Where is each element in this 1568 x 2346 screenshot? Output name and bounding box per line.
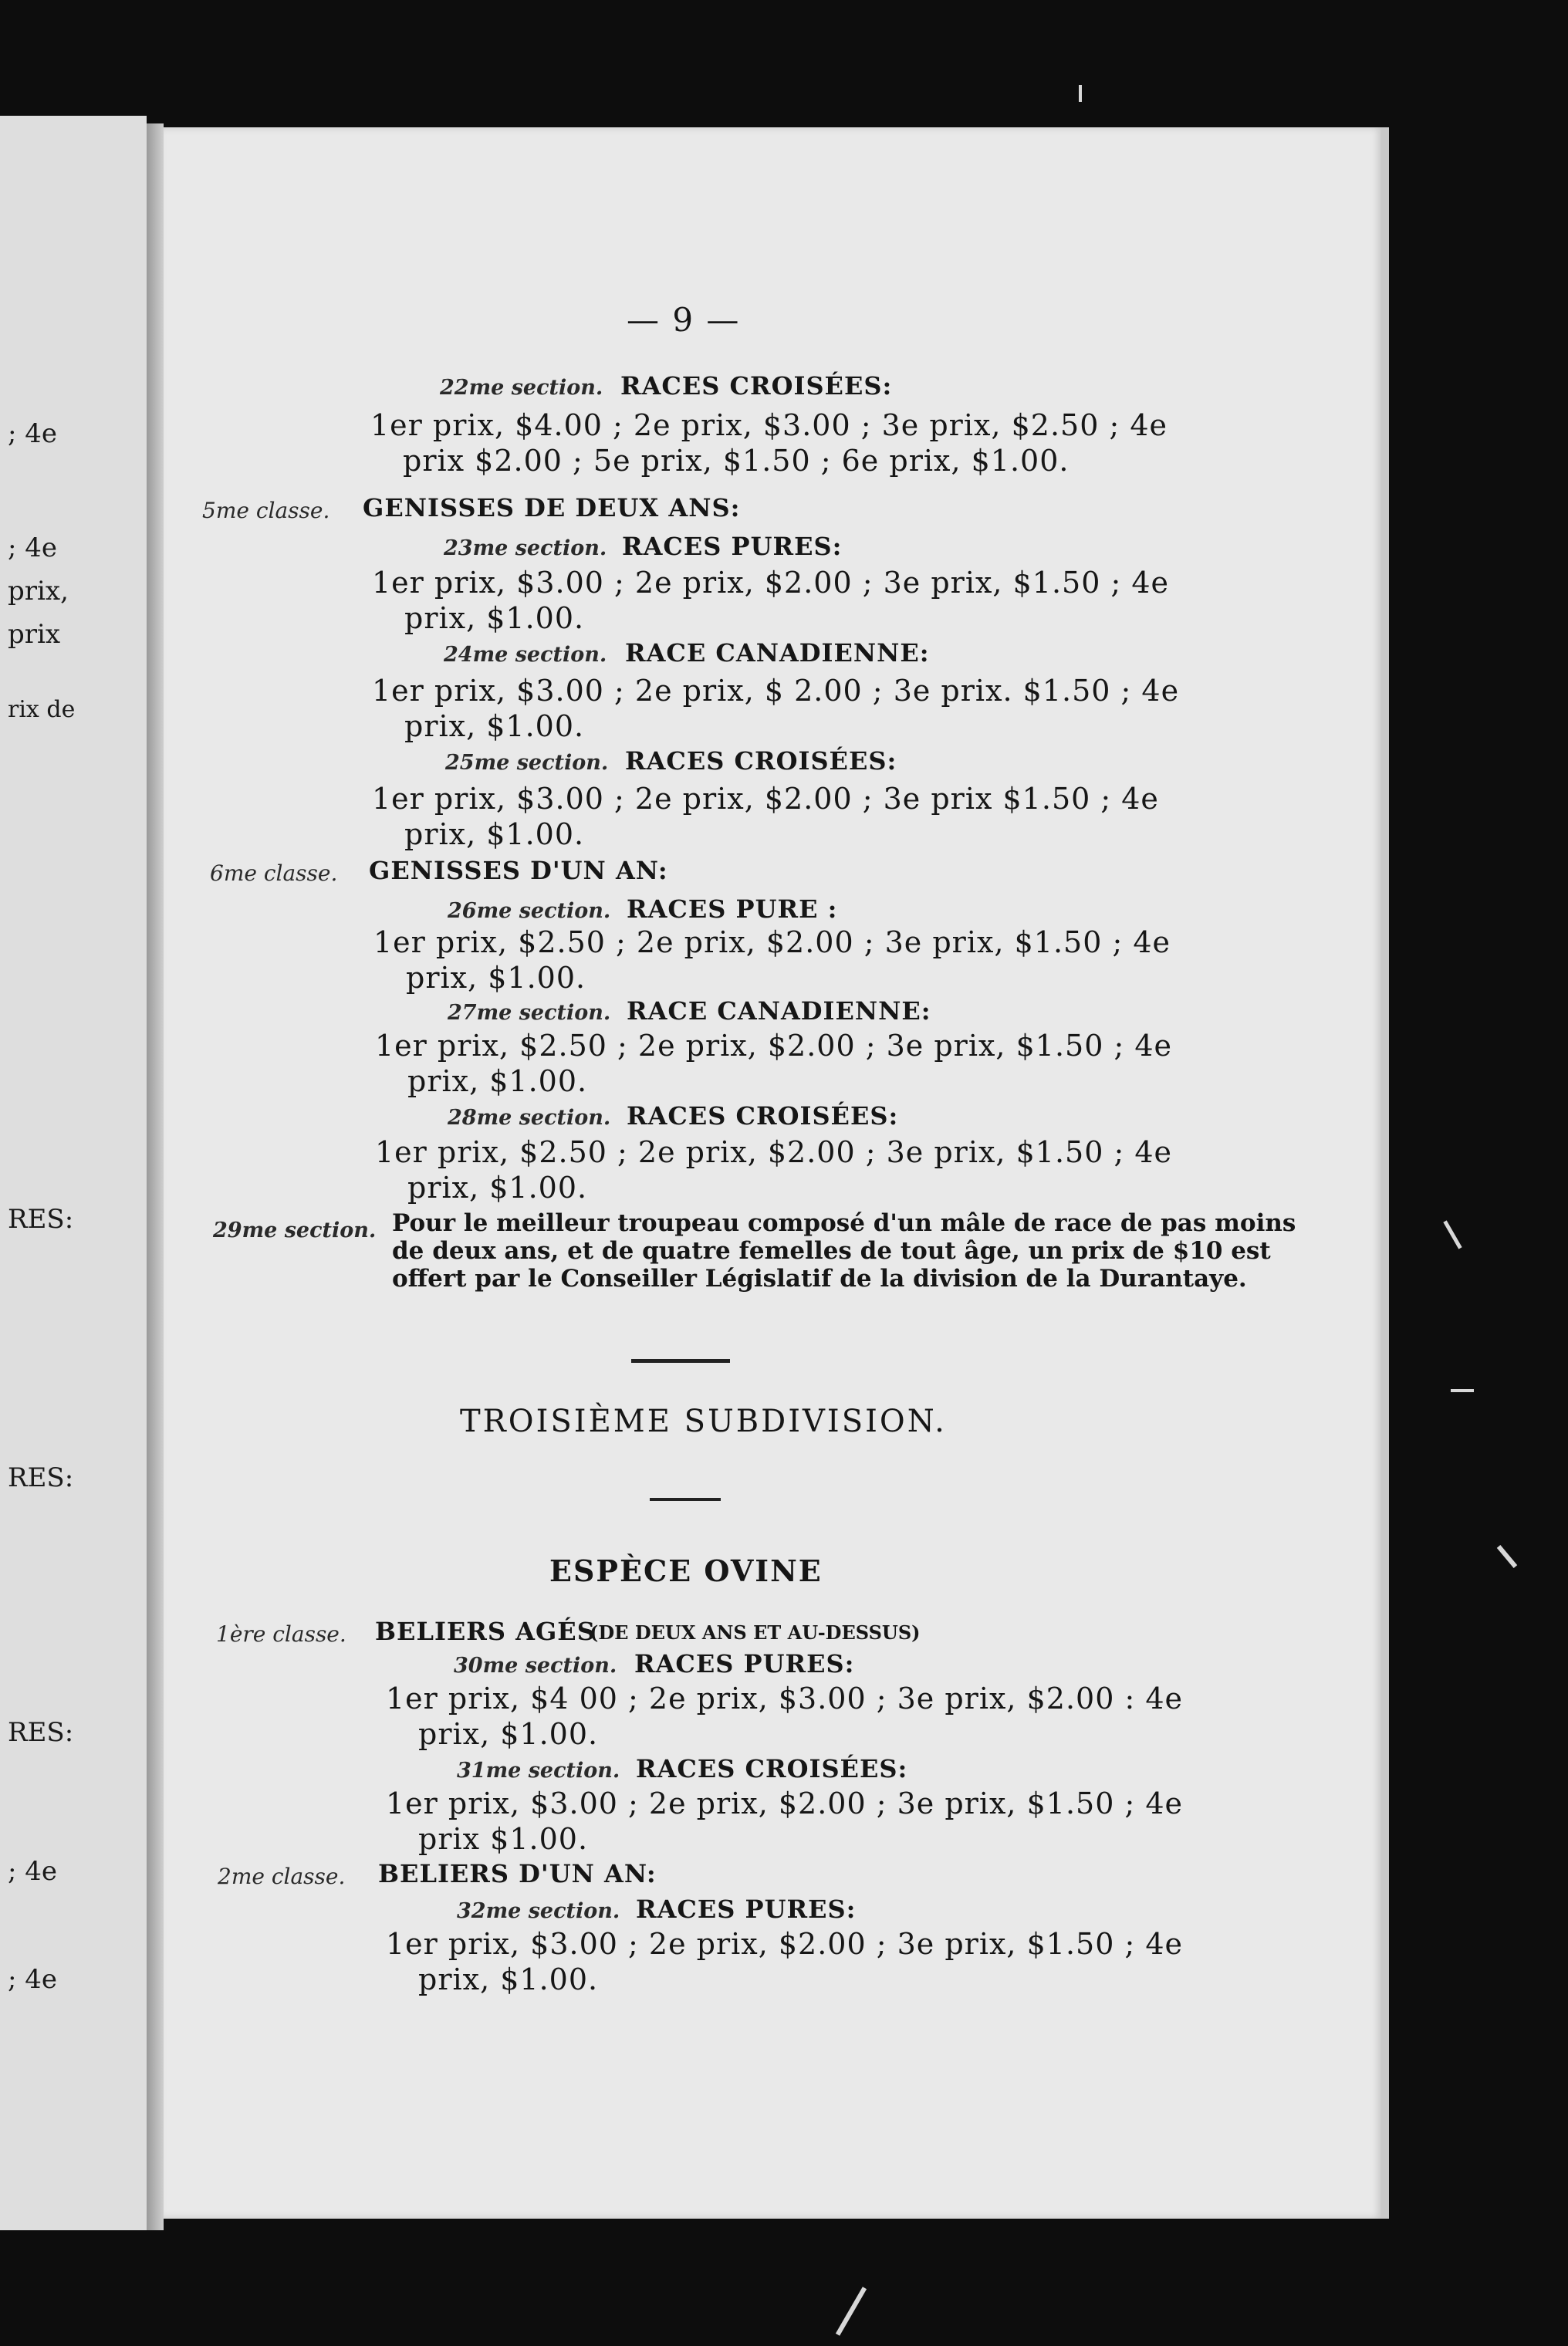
book-gutter	[147, 123, 164, 2230]
section-title: RACES PURES:	[622, 532, 843, 561]
left-text-fragment: prix	[8, 619, 61, 650]
prize-line: 1er prix, $3.00 ; 2e prix, $2.00 ; 3e prix, $1.50 ; 4e	[386, 1787, 1184, 1820]
section-label: 22me section.	[440, 376, 603, 400]
class-title: GENISSES DE DEUX ANS:	[363, 493, 741, 522]
left-text-fragment: RES:	[8, 1717, 74, 1748]
prize-line: prix, $1.00.	[407, 1171, 588, 1205]
prize-line: 1er prix, $2.50 ; 2e prix, $2.00 ; 3e prix, $1.50 ; 4e	[375, 1135, 1173, 1169]
section-label: 23me section.	[444, 536, 607, 560]
class-title: BELIERS D'UN AN:	[378, 1859, 657, 1888]
left-text-fragment: RES:	[8, 1204, 74, 1235]
prize-line: 1er prix, $2.50 ; 2e prix, $2.00 ; 3e prix, $1.50 ; 4e	[373, 925, 1171, 959]
prize-line: 1er prix, $3.00 ; 2e prix, $ 2.00 ; 3e prix. $1.50 ; 4e	[372, 674, 1180, 708]
section-label: 25me section.	[445, 751, 609, 775]
prize-line: prix, $1.00.	[407, 1064, 588, 1098]
left-text-fragment: rix de	[8, 696, 76, 723]
section-label: 28me section.	[448, 1106, 611, 1130]
class-note: (DE DEUX ANS ET AU-DESSUS)	[590, 1621, 921, 1644]
prize-line: 1er prix, $2.50 ; 2e prix, $2.00 ; 3e prix, $1.50 ; 4e	[375, 1029, 1173, 1063]
class-label: 5me classe.	[202, 498, 330, 523]
page-number: — 9 —	[627, 301, 741, 339]
section-label: 31me section.	[457, 1759, 620, 1783]
class-label: 2me classe.	[218, 1864, 346, 1889]
section-title: RACES CROISÉES:	[620, 371, 893, 401]
prize-line: prix, $1.00.	[404, 601, 585, 635]
scan-speck	[1451, 1389, 1474, 1392]
left-text-fragment: ; 4e	[8, 1856, 58, 1887]
class-title: GENISSES D'UN AN:	[369, 856, 668, 885]
subdivision-title: TROISIÈME SUBDIVISION.	[460, 1404, 947, 1439]
section-title: RACE CANADIENNE:	[627, 996, 931, 1026]
prize-line: prix, $1.00.	[404, 817, 585, 851]
page-edge	[1381, 127, 1389, 2219]
section-title: RACE CANADIENNE:	[625, 638, 930, 668]
section-title: RACES CROISÉES:	[627, 1101, 899, 1131]
prize-line: 1er prix, $4 00 ; 2e prix, $3.00 ; 3e prix, $2.00 : 4e	[386, 1682, 1184, 1716]
prize-line: prix $2.00 ; 5e prix, $1.50 ; 6e prix, $1.00.	[403, 444, 1070, 478]
prize-line: prix, $1.00.	[406, 961, 586, 995]
section-title: RACES PURES:	[636, 1895, 857, 1924]
section-label: 32me section.	[457, 1899, 620, 1923]
left-text-fragment: ; 4e	[8, 1964, 58, 1995]
section-label: 27me section.	[448, 1001, 611, 1025]
prize-line: 1er prix, $4.00 ; 2e prix, $3.00 ; 3e prix, $2.50 ; 4e	[370, 408, 1168, 442]
prize-line: 1er prix, $3.00 ; 2e prix, $2.00 ; 3e prix, $1.50 ; 4e	[372, 566, 1170, 600]
section-title: RACES CROISÉES:	[636, 1754, 908, 1783]
left-facing-page	[0, 116, 147, 2230]
section-label: 30me section.	[454, 1654, 617, 1678]
section-label: 24me section.	[444, 643, 607, 667]
prize-line: prix, $1.00.	[418, 1962, 599, 1996]
class-title: BELIERS AGÉS	[375, 1617, 596, 1646]
section-label: 29me section.	[213, 1219, 377, 1242]
left-text-fragment: ; 4e	[8, 418, 58, 449]
prize-line: prix, $1.00.	[418, 1717, 599, 1751]
section-title: RACES PURES:	[634, 1649, 855, 1678]
section-label: 26me section.	[448, 899, 611, 923]
short-divider	[650, 1498, 721, 1501]
prize-line: prix, $1.00.	[404, 709, 585, 743]
prize-line: 1er prix, $3.00 ; 2e prix, $2.00 ; 3e prix, $1.50 ; 4e	[386, 1927, 1184, 1961]
class-label: 1ère classe.	[216, 1621, 346, 1647]
prize-line: prix $1.00.	[418, 1822, 589, 1856]
scan-speck	[1079, 85, 1082, 102]
left-text-fragment: RES:	[8, 1462, 74, 1493]
section-title: RACES PURE :	[627, 894, 838, 924]
class-label: 6me classe.	[210, 860, 338, 886]
left-text-fragment: ; 4e	[8, 532, 58, 563]
left-text-fragment: prix,	[8, 576, 69, 607]
espece-title: ESPÈCE OVINE	[549, 1553, 823, 1588]
document-page	[164, 127, 1383, 2219]
section-29-text: Pour le meilleur troupeau composé d'un mâle de race de pas moins de deux ans, et de quatre femelles de tout âge, un prix de $10 est offert par le Conseiller Législatif de la division de la Durantaye.	[392, 1209, 1296, 1293]
section-title: RACES CROISÉES:	[625, 746, 897, 776]
prize-line: 1er prix, $3.00 ; 2e prix, $2.00 ; 3e prix $1.50 ; 4e	[372, 782, 1159, 816]
section-divider	[631, 1359, 730, 1363]
